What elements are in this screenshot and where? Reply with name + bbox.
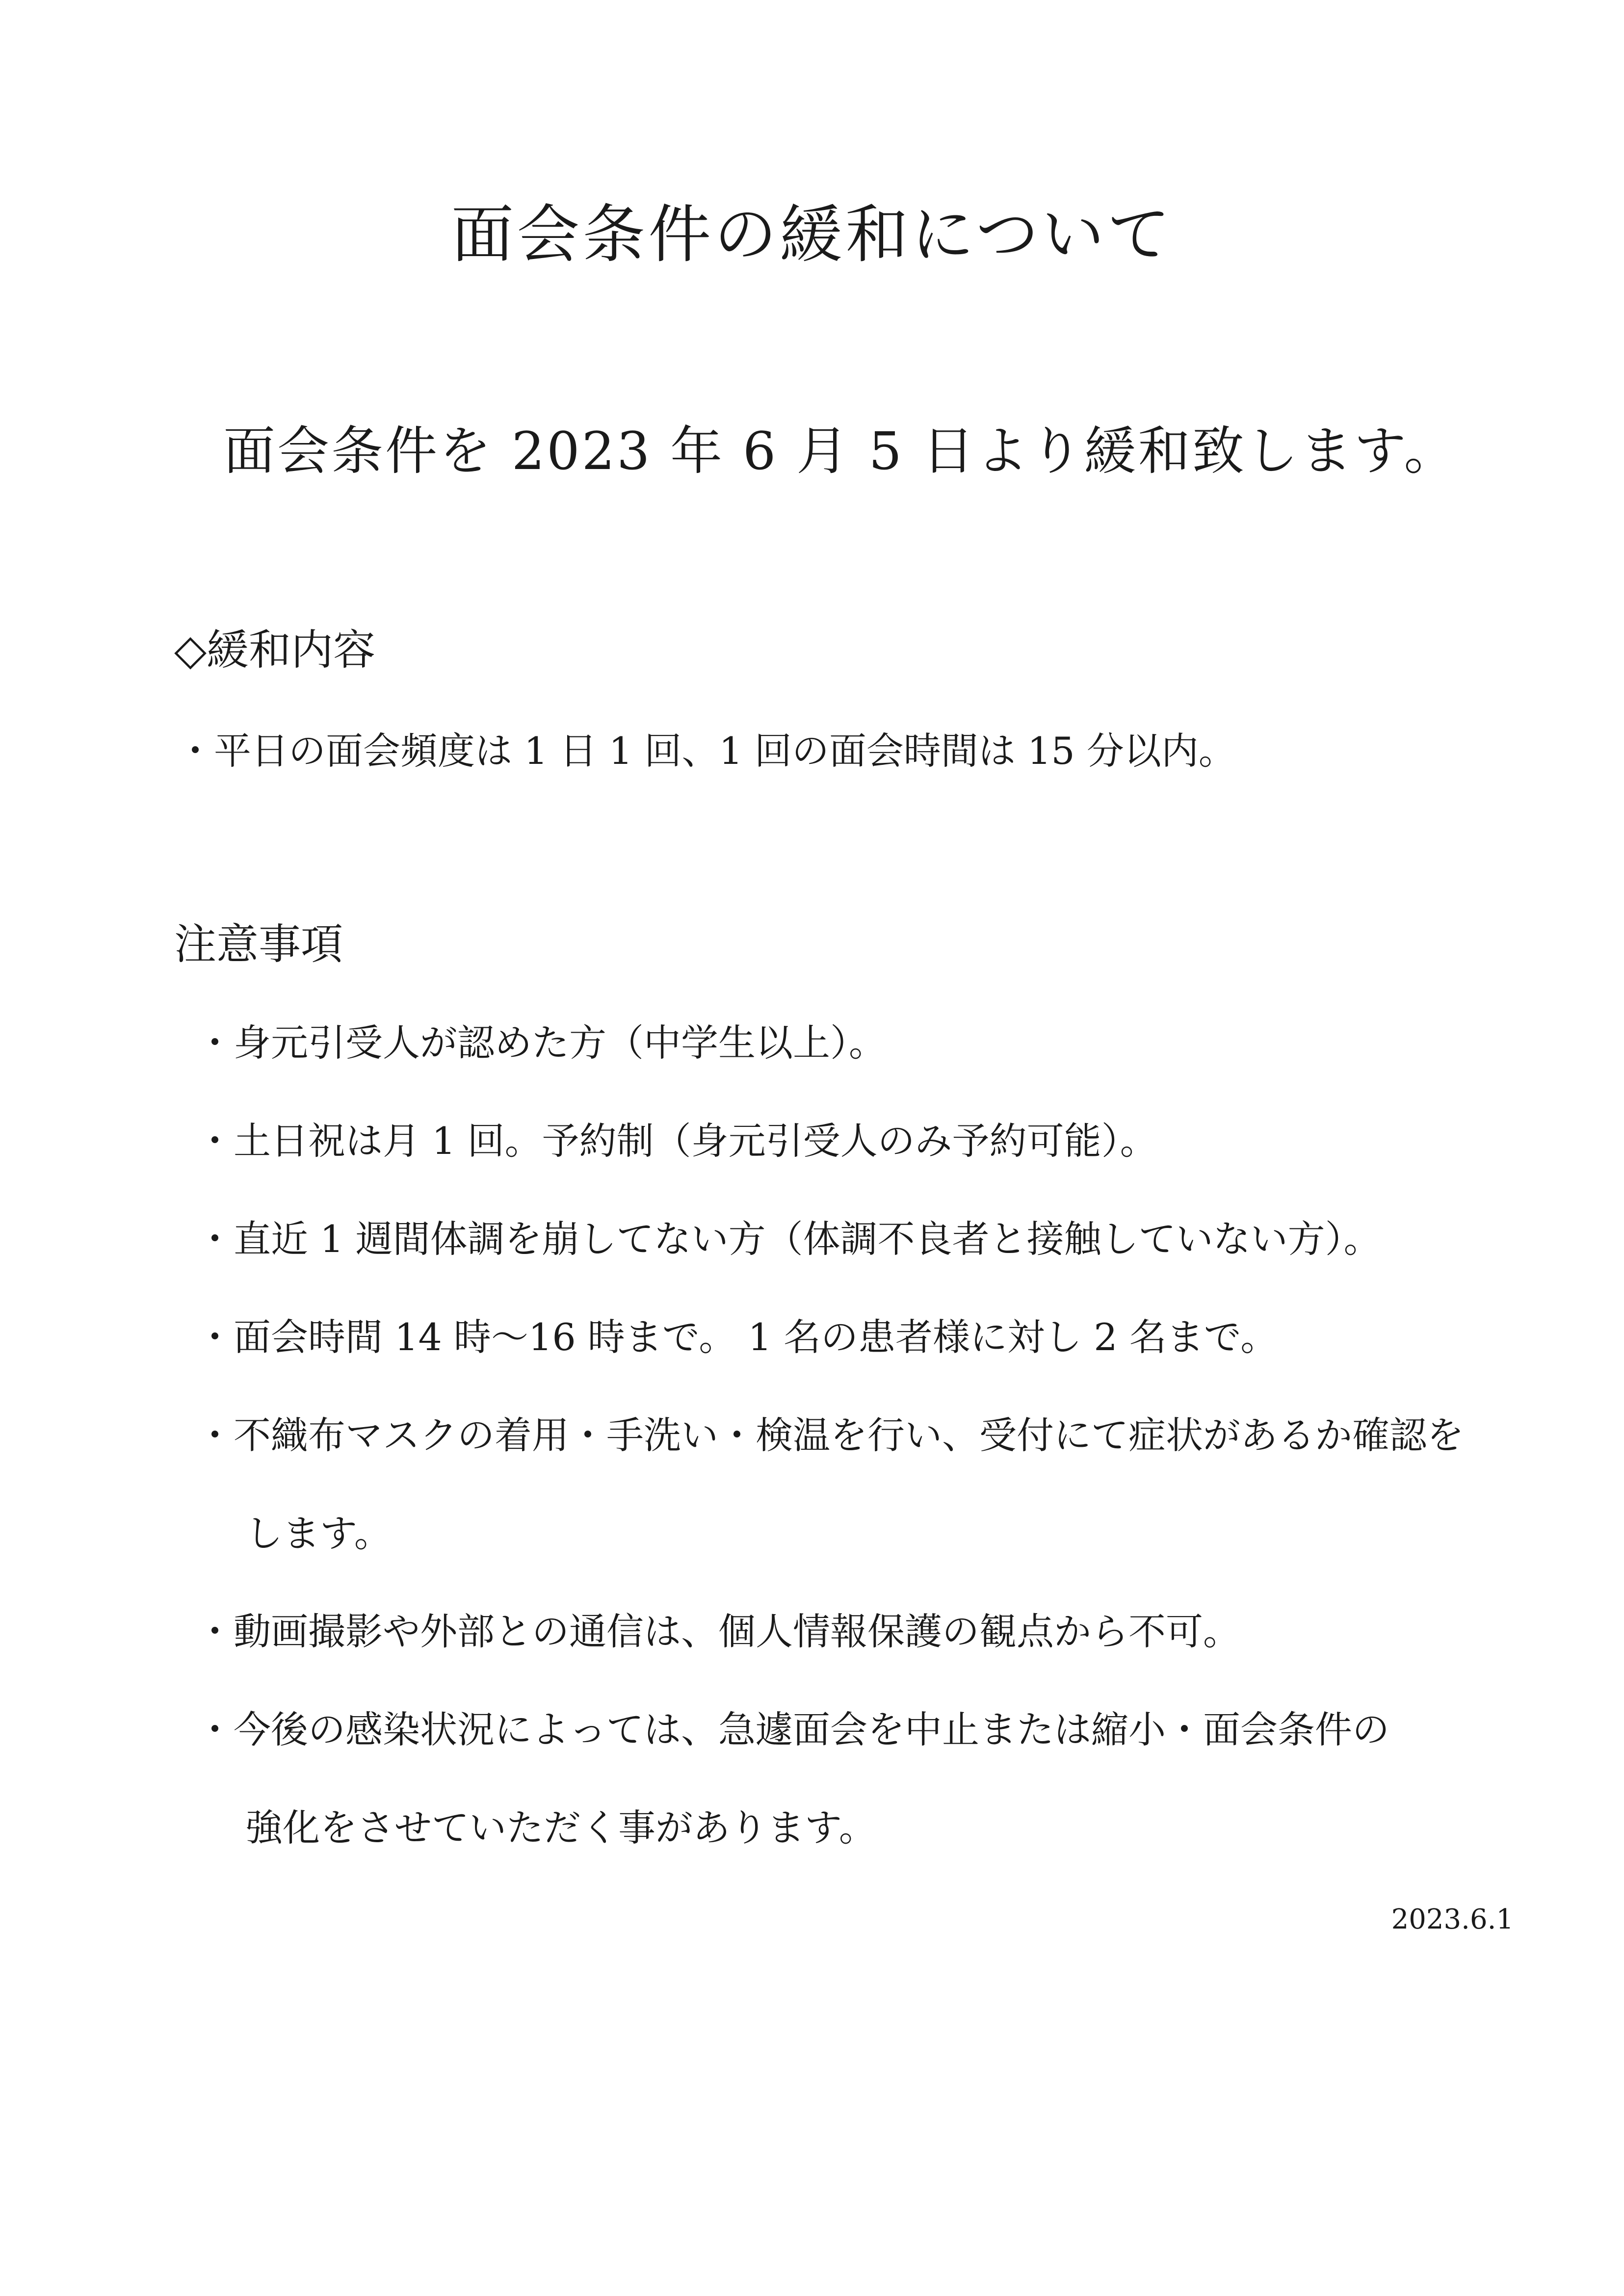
- note-item-continuation: します。: [245, 1512, 392, 1555]
- note-item: ・身元引受人が認めた方（中学生以上）。: [196, 1021, 886, 1065]
- relaxation-item: ・平日の面会頻度は 1 日 1 回、1 回の面会時間は 15 分以内。: [177, 729, 1236, 773]
- relaxation-heading: ◇緩和内容: [174, 626, 376, 675]
- lead-statement: 面会条件を 2023 年 6 月 5 日より緩和致します。: [223, 421, 1458, 481]
- note-item-continuation: 強化をさせていただく事があります。: [245, 1806, 876, 1850]
- note-item: ・動画撮影や外部との通信は、個人情報保護の観点から不可。: [196, 1610, 1240, 1653]
- note-item: ・今後の感染状況によっては、急遽面会を中止または縮小・面会条件の: [196, 1708, 1389, 1751]
- note-item: ・面会時間 14 時～16 時まで。 1 名の患者様に対し 2 名まで。: [196, 1315, 1278, 1359]
- document-title: 面会条件の緩和について: [451, 198, 1173, 271]
- note-item: ・直近 1 週間体調を崩してない方（体調不良者と接触していない方）。: [196, 1217, 1381, 1261]
- notes-heading: 注意事項: [174, 920, 343, 969]
- document-date: 2023.6.1: [1391, 1904, 1514, 1935]
- note-item: ・不織布マスクの着用・手洗い・検温を行い、受付にて症状があるか確認を: [196, 1413, 1464, 1457]
- note-item: ・土日祝は月 1 回。予約制（身元引受人のみ予約可能）。: [196, 1119, 1157, 1163]
